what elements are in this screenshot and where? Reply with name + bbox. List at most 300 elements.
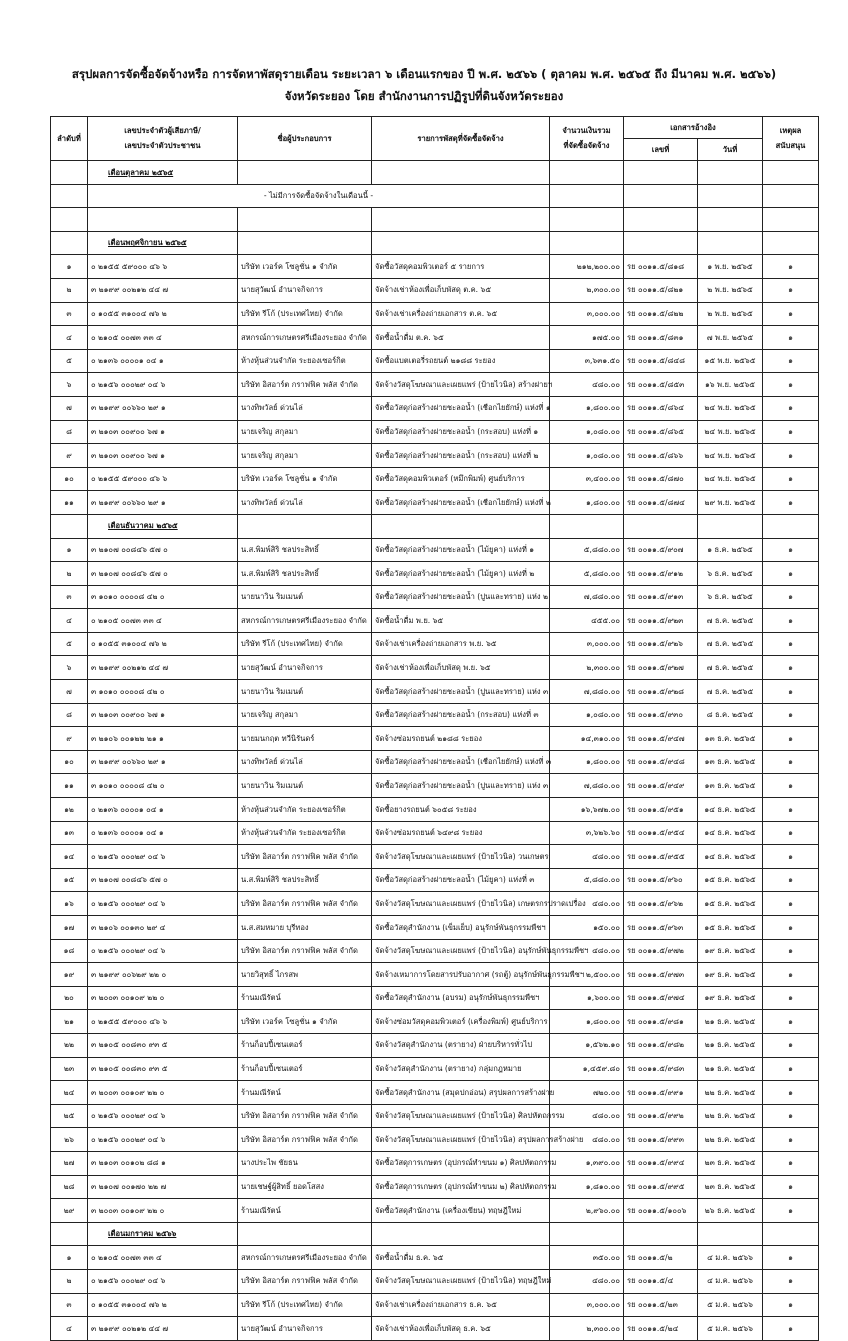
reason-code: ๑ [763, 963, 819, 987]
blank-cell [550, 208, 624, 232]
reason-code: ๑ [763, 420, 819, 444]
document-number: รย ๐๐๑๑.๕/๙๗๔ [624, 986, 698, 1010]
procurement-item: จัดซื้อวัสดุการเกษตร (อุปกรณ์ทำขนม ๒) ศิลปหัตถกรรม [372, 1175, 550, 1199]
procurement-item: จัดจ้างวัสดุโฆษณาและเผยแพร่ (ป้ายไวนิล) สร้างฝายฯ [372, 373, 550, 397]
blank-row [51, 208, 819, 232]
reason-code: ๑ [763, 868, 819, 892]
table-row [51, 963, 819, 987]
document-number: รย ๐๐๑๑.๕/๙๒๗ [624, 656, 698, 680]
section-spacer [698, 231, 763, 255]
vendor-name: บริษัท อิสอาร์ต กราฟฟิค พลัส จำกัด [238, 939, 372, 963]
blank-cell [698, 208, 763, 232]
section-row [51, 514, 819, 538]
procurement-item: จัดซื้อแบตเตอรี่รถยนต์ ๒๑๘๘ ระยอง [372, 349, 550, 373]
table-row [51, 302, 819, 326]
vendor-name: ห้างหุ้นส่วนจำกัด ระยองเซอร์กิต [238, 821, 372, 845]
table-row [51, 373, 819, 397]
tax-id: ๓ ๒๐๐๓ ๐๐๑๐๙ ๒๒ ๐ [88, 986, 238, 1010]
tax-id: ๓ ๒๑๐๖ ๐๐๑๓๐ ๒๙ ๔ [88, 916, 238, 940]
document-date: ๒๒ ธ.ค. ๒๕๖๕ [698, 1128, 763, 1152]
document-number: รย ๐๐๑๑.๕/๙๐๗ [624, 538, 698, 562]
vendor-name: ร้านมณีรัตน์ [238, 1199, 372, 1223]
header-amount: จำนวนเงินรวม ที่จัดซื้อจัดจ้าง [550, 117, 624, 161]
row-number: ๒๗ [51, 1151, 88, 1175]
vendor-name: บริษัท รีโก้ (ประเทศไทย) จำกัด [238, 632, 372, 656]
amount: ๒๑๒,๒๐๐.๐๐ [550, 255, 624, 279]
procurement-item: จัดซื้อวัสดุก่อสร้างฝายชะลอน้ำ (ไม้ยูคา) แห่งที่ ๓ [372, 868, 550, 892]
reason-code: ๑ [763, 916, 819, 940]
tax-id: ๐ ๒๑๓๖ ๐๐๐๐๑ ๐๔ ๑ [88, 798, 238, 822]
vendor-name: บริษัท อิสอาร์ต กราฟฟิค พลัส จำกัด [238, 1128, 372, 1152]
document-number: รย ๐๐๑๑.๕/๙๘๓ [624, 1057, 698, 1081]
tax-id: ๐ ๒๑๐๕ ๐๐๗๓ ๓๓ ๔ [88, 326, 238, 350]
amount: ๔๘๐.๐๐ [550, 939, 624, 963]
document-number: รย ๐๐๑๑.๕/๘๗๔ [624, 491, 698, 515]
row-number: ๑๙ [51, 963, 88, 987]
section-spacer [550, 514, 624, 538]
amount: ๗,๘๘๐.๐๐ [550, 585, 624, 609]
document-number: รย ๐๐๑๑.๕/๘๒๑ [624, 278, 698, 302]
row-number: ๑ [51, 538, 88, 562]
document-number: รย ๐๐๑๑.๕/๙๒๘ [624, 680, 698, 704]
section-spacer [372, 514, 550, 538]
reason-code: ๑ [763, 467, 819, 491]
document-number: รย ๐๐๑๑.๕/๒๓ [624, 1293, 698, 1317]
procurement-item: จัดจ้างซ่อมวัสดุคอมพิวเตอร์ (เครื่องพิมพ์) ศูนย์บริการ [372, 1010, 550, 1034]
table-row [51, 326, 819, 350]
row-number: ๔ [51, 326, 88, 350]
tax-id: ๓ ๒๑๙๙ ๐๐๒๑๒ ๔๔ ๗ [88, 656, 238, 680]
document-date: ๑๕ ธ.ค. ๒๕๖๕ [698, 892, 763, 916]
tax-id: ๐ ๒๑๕๕ ๕๙๐๐๐ ๔๖ ๖ [88, 255, 238, 279]
document-date: ๒๙ พ.ย. ๒๕๖๕ [698, 491, 763, 515]
document-date: ๑๕ ธ.ค. ๒๕๖๕ [698, 916, 763, 940]
blank-cell [624, 208, 698, 232]
tax-id: ๓ ๒๑๐๕ ๐๐๘๓๐ ๙๓ ๕ [88, 1057, 238, 1081]
document-number: รย ๐๐๑๑.๕/๙๑๓ [624, 585, 698, 609]
reason-code: ๑ [763, 444, 819, 468]
document-date: ๘ ธ.ค. ๒๕๖๕ [698, 703, 763, 727]
table-row [51, 774, 819, 798]
tax-id: ๐ ๑๐๕๕ ๓๑๐๐๔ ๗๖ ๒ [88, 302, 238, 326]
reason-code: ๑ [763, 1317, 819, 1341]
row-number: ๑๗ [51, 916, 88, 940]
procurement-item: จัดซื้อวัสดุก่อสร้างฝายชะลอน้ำ (กระสอบ) แห่งที่ ๑ [372, 420, 550, 444]
reason-code: ๑ [763, 326, 819, 350]
procurement-item: จัดซื้อยางรถยนต์ ๖๐๕๘ ระยอง [372, 798, 550, 822]
row-number: ๑ [51, 1246, 88, 1270]
tax-id: ๓ ๑๐๑๐ ๐๐๐๐๘ ๔๒ ๐ [88, 680, 238, 704]
vendor-name: นางประไพ ชัยธน [238, 1151, 372, 1175]
vendor-name: บริษัท เวอร์ค โซลูชั่น ๑ จำกัด [238, 1010, 372, 1034]
vendor-name: บริษัท อิสอาร์ต กราฟฟิค พลัส จำกัด [238, 373, 372, 397]
document-number: รย ๐๐๑๑.๕/๙๓๐ [624, 703, 698, 727]
amount: ๑,๕๖๒.๑๐ [550, 1033, 624, 1057]
document-date: ๗ พ.ย. ๒๕๖๕ [698, 326, 763, 350]
header-taxid: เลขประจำตัวผู้เสียภาษี/ เลขประจำตัวประชาชน [88, 117, 238, 161]
amount: ๒,๓๐๐.๐๐ [550, 656, 624, 680]
vendor-name: นางทิพวัลย์ ด่วนไล่ [238, 750, 372, 774]
reason-code: ๑ [763, 1081, 819, 1105]
blank-cell [238, 208, 372, 232]
tax-id: ๐ ๑๐๕๕ ๓๑๐๐๔ ๗๖ ๒ [88, 1293, 238, 1317]
amount: ๕,๘๘๐.๐๐ [550, 538, 624, 562]
tax-id: ๐ ๒๑๕๕ ๕๙๐๐๐ ๔๖ ๖ [88, 467, 238, 491]
header-vendor: ชื่อผู้ประกอบการ [238, 117, 372, 161]
vendor-name: ร้านมณีรัตน์ [238, 986, 372, 1010]
amount: ๑๕๐.๐๐ [550, 916, 624, 940]
no-procurement-note: - ไม่มีการจัดซื้อจัดจ้างในเดือนนี้ - [88, 184, 550, 208]
amount: ๒,๓๐๐.๐๐ [550, 278, 624, 302]
vendor-name: นายเจริญ สกุลมา [238, 444, 372, 468]
row-number: ๑๖ [51, 892, 88, 916]
document-date: ๑๕ ธ.ค. ๒๕๖๕ [698, 868, 763, 892]
section-spacer [624, 514, 698, 538]
row-number: ๙ [51, 444, 88, 468]
tax-id: ๓ ๑๐๑๐ ๐๐๐๐๘ ๔๒ ๐ [88, 585, 238, 609]
tax-id: ๐ ๒๑๕๖ ๐๐๐๒๙ ๐๔ ๖ [88, 1128, 238, 1152]
document-number: รย ๐๐๑๑.๕/๙๖๓ [624, 916, 698, 940]
amount: ๓๕๐.๐๐ [550, 1246, 624, 1270]
document-date: ๑๙ ธ.ค. ๒๕๖๕ [698, 986, 763, 1010]
document-number: รย ๐๐๑๑.๕/๙๖๐ [624, 868, 698, 892]
reason-code: ๑ [763, 986, 819, 1010]
procurement-item: จัดซื้อน้ำดื่ม พ.ย. ๖๕ [372, 609, 550, 633]
vendor-name: นางทิพวัลย์ ด่วนไล่ [238, 491, 372, 515]
vendor-name: นายมนกฤต ทวีนิรันดร์ [238, 727, 372, 751]
document-number: รย ๐๐๑๑.๕/๒ [624, 1246, 698, 1270]
row-number: ๘ [51, 703, 88, 727]
document-number: รย ๐๐๑๑.๕/๙๘๑ [624, 1010, 698, 1034]
tax-id: ๐ ๒๑๐๕ ๐๐๗๓ ๓๓ ๔ [88, 1246, 238, 1270]
procurement-item: จัดซื้อวัสดุคอมพิวเตอร์ ๕ รายการ [372, 255, 550, 279]
document-date: ๑ พ.ย. ๒๕๖๕ [698, 255, 763, 279]
document-date: ๒๔ พ.ย. ๒๕๖๕ [698, 467, 763, 491]
document-date: ๒๔ พ.ย. ๒๕๖๕ [698, 396, 763, 420]
tax-id: ๐ ๒๑๓๖ ๐๐๐๐๑ ๐๔ ๑ [88, 821, 238, 845]
document-number: รย ๐๐๑๑.๕/๘๑๘ [624, 255, 698, 279]
reason-code: ๑ [763, 750, 819, 774]
table-row [51, 420, 819, 444]
header-doc-no: เลขที่ [624, 139, 698, 161]
tax-id: ๐ ๒๑๕๖ ๐๐๐๒๙ ๐๔ ๖ [88, 1104, 238, 1128]
section-spacer [51, 161, 88, 185]
document-date: ๖ ธ.ค. ๒๕๖๕ [698, 562, 763, 586]
table-body [51, 161, 819, 1341]
document-number: รย ๐๐๑๑.๕/๙๒๓ [624, 609, 698, 633]
document-number: รย ๐๐๑๑.๕/๙๒๖ [624, 632, 698, 656]
table-row [51, 1199, 819, 1223]
note-row [51, 184, 819, 208]
vendor-name: สหกรณ์การเกษตรศรีเมืองระยอง จำกัด [238, 609, 372, 633]
note-spacer [763, 184, 819, 208]
row-number: ๑๒ [51, 798, 88, 822]
table-row [51, 1175, 819, 1199]
reason-code: ๑ [763, 1104, 819, 1128]
tax-id: ๓ ๒๑๐๓ ๐๐๙๐๐ ๖๗ ๑ [88, 703, 238, 727]
vendor-name: ห้างหุ้นส่วนจำกัด ระยองเซอร์กิต [238, 798, 372, 822]
table-row [51, 703, 819, 727]
table-row [51, 562, 819, 586]
procurement-item: จัดซื้อวัสดุคอมพิวเตอร์ (หมึกพิมพ์) ศูนย์บริการ [372, 467, 550, 491]
vendor-name: บริษัท อิสอาร์ต กราฟฟิค พลัส จำกัด [238, 1269, 372, 1293]
tax-id: ๓ ๒๐๐๓ ๐๐๑๐๙ ๒๒ ๐ [88, 1199, 238, 1223]
reason-code: ๑ [763, 632, 819, 656]
procurement-item: จัดซื้อวัสดุก่อสร้างฝายชะลอน้ำ (กระสอบ) แห่งที่ ๓ [372, 703, 550, 727]
row-number: ๑๑ [51, 491, 88, 515]
table-row [51, 1269, 819, 1293]
procurement-item: จัดจ้างซ่อมรถยนต์ ๖๔๙๘ ระยอง [372, 821, 550, 845]
header-item: รายการพัสดุที่จัดซื้อจัดจ้าง [372, 117, 550, 161]
document-date: ๒ พ.ย. ๒๕๖๕ [698, 278, 763, 302]
tax-id: ๓ ๒๑๐๗ ๐๐๑๗๐ ๒๒ ๗ [88, 1175, 238, 1199]
amount: ๓,๖๒๖.๖๐ [550, 821, 624, 845]
vendor-name: นายเชษฐ์ผู้สิทธิ์ ยอดโสสง [238, 1175, 372, 1199]
procurement-item: จัดจ้างเช่าเครื่องถ่ายเอกสาร ธ.ค. ๖๕ [372, 1293, 550, 1317]
table-row [51, 798, 819, 822]
amount: ๑,๐๘๐.๐๐ [550, 703, 624, 727]
table-row [51, 1246, 819, 1270]
document-number: รย ๐๐๑๑.๕/๙๙๑ [624, 1081, 698, 1105]
tax-id: ๓ ๒๑๐๓ ๐๐๙๐๐ ๖๗ ๑ [88, 444, 238, 468]
tax-id: ๓ ๒๑๙๙ ๐๐๖๒๙ ๒๒ ๐ [88, 963, 238, 987]
document-number: รย ๐๐๑๑.๕/๙๖๒ [624, 892, 698, 916]
tax-id: ๐ ๒๑๓๖ ๐๐๐๐๑ ๐๔ ๑ [88, 349, 238, 373]
document-date: ๑๔ ธ.ค. ๒๕๖๕ [698, 845, 763, 869]
tax-id: ๓ ๒๑๙๙ ๐๐๖๖๐ ๒๙ ๑ [88, 396, 238, 420]
table-row [51, 349, 819, 373]
amount: ๗,๘๘๐.๐๐ [550, 680, 624, 704]
vendor-name: นายนาวิน ริมเมนต์ [238, 680, 372, 704]
vendor-name: นายสุวัฒน์ อำนาจกิจการ [238, 1317, 372, 1341]
table-header [51, 117, 819, 161]
amount: ๔๘๐.๐๐ [550, 373, 624, 397]
amount: ๕,๘๘๐.๐๐ [550, 562, 624, 586]
tax-id: ๐ ๒๑๕๕ ๕๙๐๐๐ ๔๖ ๖ [88, 1010, 238, 1034]
amount: ๔๘๐.๐๐ [550, 1128, 624, 1152]
reason-code: ๑ [763, 1175, 819, 1199]
document-number: รย ๐๐๑๑.๕/๙๙๕ [624, 1175, 698, 1199]
procurement-item: จัดซื้อวัสดุก่อสร้างฝายชะลอน้ำ (กระสอบ) แห่งที่ ๒ [372, 444, 550, 468]
document-date: ๔ ม.ค. ๒๕๖๖ [698, 1246, 763, 1270]
note-spacer [550, 184, 624, 208]
tax-id: ๓ ๒๑๐๗ ๐๐๘๔๖ ๕๗ ๐ [88, 562, 238, 586]
table-row [51, 892, 819, 916]
document-number: รย ๐๐๑๑.๕/๙๗๒ [624, 939, 698, 963]
document-date: ๒๑ ธ.ค. ๒๕๖๕ [698, 1057, 763, 1081]
tax-id: ๓ ๒๑๐๗ ๐๐๘๔๖ ๕๗ ๐ [88, 538, 238, 562]
amount: ๓,๐๐๐.๐๐ [550, 632, 624, 656]
reason-code: ๑ [763, 585, 819, 609]
procurement-item: จัดจ้างวัสดุสำนักงาน (ตรายาง) กลุ่มกฎหมาย [372, 1057, 550, 1081]
row-number: ๑๘ [51, 939, 88, 963]
document-number: รย ๐๐๑๑.๕/๙๔๗ [624, 727, 698, 751]
reason-code: ๑ [763, 562, 819, 586]
header-reason: เหตุผล สนับสนุน [763, 117, 819, 161]
header-doc-date: วันที่ [698, 139, 763, 161]
vendor-name: นายสุวัฒน์ อำนาจกิจการ [238, 278, 372, 302]
table-row [51, 821, 819, 845]
reason-code: ๑ [763, 396, 819, 420]
amount: ๕,๘๘๐.๐๐ [550, 868, 624, 892]
procurement-item: จัดจ้างซ่อมรถยนต์ ๒๑๘๘ ระยอง [372, 727, 550, 751]
reason-code: ๑ [763, 609, 819, 633]
amount: ๔๘๐.๐๐ [550, 1104, 624, 1128]
table-row [51, 278, 819, 302]
procurement-item: จัดซื้อวัสดุก่อสร้างฝายชะลอน้ำ (ไม้ยูคา) แห่งที่ ๑ [372, 538, 550, 562]
document-number: รย ๐๐๑๑.๕/๙๙๒ [624, 1104, 698, 1128]
row-number: ๒๖ [51, 1128, 88, 1152]
procurement-item: จัดจ้างวัสดุโฆษณาและเผยแพร่ (ป้ายไวนิล) เกษตรกรปราดเปรื่อง [372, 892, 550, 916]
row-number: ๒ [51, 278, 88, 302]
document-date: ๗ ธ.ค. ๒๕๖๕ [698, 609, 763, 633]
row-number: ๒ [51, 1269, 88, 1293]
row-number: ๕ [51, 632, 88, 656]
amount: ๔๘๐.๐๐ [550, 1269, 624, 1293]
table-row [51, 939, 819, 963]
table-row [51, 656, 819, 680]
table-row [51, 1033, 819, 1057]
document-number: รย ๐๐๑๑.๕/๙๙๓ [624, 1128, 698, 1152]
amount: ๑๔,๓๑๐.๐๐ [550, 727, 624, 751]
document-number: รย ๐๐๑๑.๕/๘๔๘ [624, 349, 698, 373]
reason-code: ๑ [763, 1010, 819, 1034]
reason-code: ๑ [763, 255, 819, 279]
reason-code: ๑ [763, 538, 819, 562]
reason-code: ๑ [763, 727, 819, 751]
vendor-name: ร้านมณีรัตน์ [238, 1081, 372, 1105]
section-title: เดือนตุลาคม ๒๕๖๕ [88, 161, 238, 185]
table-row [51, 491, 819, 515]
reason-code: ๑ [763, 1057, 819, 1081]
amount: ๑,๘๐๐.๐๐ [550, 396, 624, 420]
document-subtitle: จังหวัดระยอง โดย สำนักงานการปฏิรูปที่ดินจังหวัดระยอง [284, 89, 564, 103]
amount: ๑,๖๐๐.๐๐ [550, 986, 624, 1010]
reason-code: ๑ [763, 491, 819, 515]
table-row [51, 750, 819, 774]
row-number: ๑๕ [51, 868, 88, 892]
amount: ๑,๘๐๐.๐๐ [550, 750, 624, 774]
reason-code: ๑ [763, 656, 819, 680]
row-number: ๓ [51, 1293, 88, 1317]
section-spacer [238, 1222, 372, 1246]
amount: ๒,๕๐๐.๐๐ [550, 963, 624, 987]
table-row [51, 727, 819, 751]
row-number: ๒๑ [51, 1010, 88, 1034]
reason-code: ๑ [763, 1033, 819, 1057]
table-row [51, 1293, 819, 1317]
document-number: รย ๐๐๑๑.๕/๘๖๔ [624, 396, 698, 420]
document-date: ๑๙ ธ.ค. ๒๕๖๕ [698, 939, 763, 963]
row-number: ๑๔ [51, 845, 88, 869]
document-date: ๑๓ ธ.ค. ๒๕๖๕ [698, 750, 763, 774]
reason-code: ๑ [763, 349, 819, 373]
section-spacer [238, 514, 372, 538]
tax-id: ๓ ๒๑๐๕ ๐๐๘๓๐ ๙๓ ๕ [88, 1033, 238, 1057]
document-number: รย ๐๐๑๑.๕/๙๑๒ [624, 562, 698, 586]
document-number: รย ๐๐๑๑.๕/๘๖๕ [624, 420, 698, 444]
document-date: ๗ ธ.ค. ๒๕๖๕ [698, 656, 763, 680]
document-number: รย ๐๐๑๑.๕/๘๕๓ [624, 373, 698, 397]
document-date: ๗ ธ.ค. ๒๕๖๕ [698, 632, 763, 656]
amount: ๑๗๕.๐๐ [550, 326, 624, 350]
section-spacer [372, 1222, 550, 1246]
reason-code: ๑ [763, 1128, 819, 1152]
section-spacer [698, 1222, 763, 1246]
tax-id: ๓ ๒๑๙๙ ๐๐๖๖๐ ๒๙ ๑ [88, 750, 238, 774]
procurement-item: จัดจ้างเช่าห้องเพื่อเก็บพัสดุ ต.ค. ๖๕ [372, 278, 550, 302]
document-date: ๑ ธ.ค. ๒๕๖๕ [698, 538, 763, 562]
tax-id: ๓ ๒๑๐๓ ๐๐๙๐๐ ๖๗ ๑ [88, 420, 238, 444]
document-number: รย ๐๐๑๑.๕/๒๔ [624, 1317, 698, 1341]
blank-cell [372, 208, 550, 232]
section-spacer [238, 161, 372, 185]
amount: ๔๘๐.๐๐ [550, 892, 624, 916]
document-date: ๔ ม.ค. ๒๕๖๖ [698, 1269, 763, 1293]
vendor-name: นายนาวิน ริมเมนต์ [238, 774, 372, 798]
table-row [51, 255, 819, 279]
table-row [51, 680, 819, 704]
amount: ๔๘๐.๐๐ [550, 845, 624, 869]
reason-code: ๑ [763, 798, 819, 822]
table-row [51, 868, 819, 892]
procurement-item: จัดซื้อวัสดุสำนักงาน (อบรม) อนุรักษ์พันธุกรรมพืชฯ [372, 986, 550, 1010]
amount: ๓,๐๐๐.๐๐ [550, 302, 624, 326]
procurement-item: จัดจ้างเช่าเครื่องถ่ายเอกสาร ต.ค. ๖๕ [372, 302, 550, 326]
amount: ๑,๘๐๐.๐๐ [550, 491, 624, 515]
reason-code: ๑ [763, 373, 819, 397]
vendor-name: น.ส.พิมพ์สิริ ชลประสิทธิ์ [238, 538, 372, 562]
section-spacer [372, 161, 550, 185]
tax-id: ๐ ๒๑๕๖ ๐๐๐๒๙ ๐๔ ๖ [88, 845, 238, 869]
table-row [51, 845, 819, 869]
document-date: ๑๙ ธ.ค. ๒๕๖๕ [698, 963, 763, 987]
amount: ๑,๔๕๙.๘๐ [550, 1057, 624, 1081]
header-seq: ลำดับที่ [51, 117, 88, 161]
section-spacer [550, 231, 624, 255]
amount: ๑,๘๐๐.๐๐ [550, 1010, 624, 1034]
vendor-name: น.ส.พิมพ์สิริ ชลประสิทธิ์ [238, 562, 372, 586]
procurement-item: จัดจ้างเช่าห้องเพื่อเก็บพัสดุ ธ.ค. ๖๕ [372, 1317, 550, 1341]
section-title: เดือนพฤศจิกายน ๒๕๖๕ [88, 231, 238, 255]
reason-code: ๑ [763, 1151, 819, 1175]
amount: ๓,๐๐๐.๐๐ [550, 1293, 624, 1317]
vendor-name: สหกรณ์การเกษตรศรีเมืองระยอง จำกัด [238, 326, 372, 350]
amount: ๔๕๕.๐๐ [550, 609, 624, 633]
reason-code: ๑ [763, 939, 819, 963]
procurement-item: จัดซื้อน้ำดื่ม ธ.ค. ๖๕ [372, 1246, 550, 1270]
vendor-name: ร้านก็อบปี้เซนเตอร์ [238, 1057, 372, 1081]
row-number: ๒๒ [51, 1033, 88, 1057]
amount: ๑,๐๘๐.๐๐ [550, 444, 624, 468]
table-row [51, 585, 819, 609]
table-row [51, 1010, 819, 1034]
row-number: ๑ [51, 255, 88, 279]
document-date: ๗ ธ.ค. ๒๕๖๕ [698, 680, 763, 704]
row-number: ๔ [51, 1317, 88, 1341]
amount: ๒,๙๖๐.๐๐ [550, 1199, 624, 1223]
table-row [51, 1104, 819, 1128]
section-spacer [550, 1222, 624, 1246]
document-number: รย ๐๐๑๑.๕/๙๕๕ [624, 845, 698, 869]
section-spacer [763, 231, 819, 255]
amount: ๓,๔๐๐.๐๐ [550, 467, 624, 491]
vendor-name: นายสุวัฒน์ อำนาจกิจการ [238, 656, 372, 680]
document-date: ๑๓ ธ.ค. ๒๕๖๕ [698, 727, 763, 751]
row-number: ๔ [51, 609, 88, 633]
vendor-name: นายนาวิน ริมเมนต์ [238, 585, 372, 609]
row-number: ๖ [51, 373, 88, 397]
